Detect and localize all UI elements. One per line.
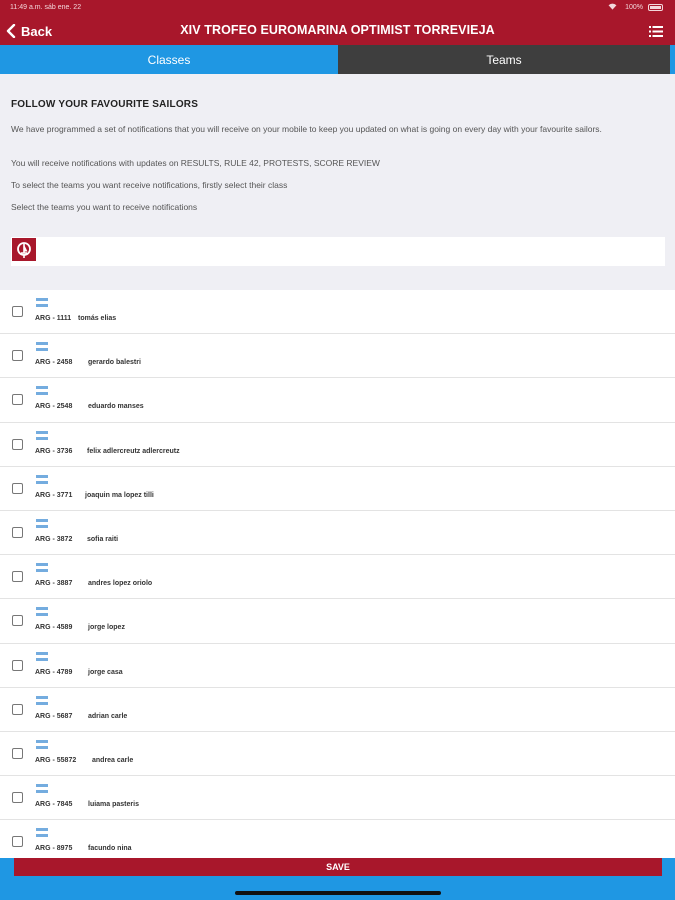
back-button[interactable] [6,21,52,41]
sail-number: ARG - 1111 [35,315,72,322]
argentina-flag-icon [36,431,48,440]
sailor-row[interactable] [0,820,675,858]
sailor-row[interactable] [0,378,675,422]
argentina-flag-icon [36,342,48,351]
sailor-name: felix adlercreutz adlercreutz [87,447,180,455]
sail-number: ARG - 4789 [35,668,73,676]
sailor-name: sofia raiti [87,535,119,543]
sail-number: ARG - 3872 [35,535,73,543]
sailor-name: gerardo balestri [88,359,141,367]
page-title: XIV TROFEO EUROMARINA OPTIMIST TORREVIEJA [180,23,495,37]
sail-number: ARG - 2548 [35,403,73,411]
sailor-row[interactable] [0,555,675,599]
navigation-bar [0,16,675,45]
argentina-flag-icon [36,828,48,837]
tab-bar-edge [670,45,675,74]
sailor-checkbox[interactable] [12,527,23,538]
argentina-flag-icon [36,740,48,749]
sailor-checkbox[interactable] [12,571,23,582]
sailor-row[interactable] [0,599,675,643]
section-heading: FOLLOW YOUR FAVOURITE SAILORS [11,99,199,110]
tab-bar [0,45,675,74]
tab-classes[interactable]: Classes [0,45,338,74]
sail-number: ARG - 3736 [35,447,73,455]
sailor-name: joaquin ma lopez tilli [85,491,154,499]
sailor-checkbox[interactable] [12,394,23,405]
sailor-row[interactable] [0,290,675,334]
sailor-row[interactable] [0,644,675,688]
sailor-row[interactable] [0,334,675,378]
sail-number: ARG - 8975 [35,845,73,853]
argentina-flag-icon [36,475,48,484]
chevron-left-icon [6,24,16,38]
sailor-row[interactable] [0,511,675,555]
battery-percent: 100% [625,4,643,11]
sailor-checkbox[interactable] [12,306,23,317]
hamburger-menu-icon[interactable] [649,26,663,37]
sailor-checkbox[interactable] [12,660,23,671]
sailor-row[interactable] [0,423,675,467]
sailor-checkbox[interactable] [12,704,23,715]
argentina-flag-icon [36,298,48,307]
battery-icon [648,4,663,11]
sailor-checkbox[interactable] [12,748,23,759]
sailor-name: andrea carle [92,756,134,764]
sailor-name: luiama pasteris [88,801,139,809]
back-label: Back [21,23,53,39]
class-selector[interactable] [11,237,665,266]
status-bar [0,0,675,16]
sail-number: ARG - 5687 [35,712,73,720]
sailor-row[interactable] [0,776,675,820]
sailor-name: tomás elias [78,315,117,322]
sailor-checkbox[interactable] [12,615,23,626]
sail-number: ARG - 4589 [35,624,73,632]
status-time: 11:49 a.m. sáb ene. 22 [10,4,82,11]
sailor-name: adrian carle [88,712,128,720]
argentina-flag-icon [36,563,48,572]
argentina-flag-icon [36,696,48,705]
sailor-list [0,290,675,858]
save-button[interactable]: SAVE [14,858,662,876]
sail-number: ARG - 7845 [35,801,73,809]
sailor-name: andres lopez oriolo [88,580,153,588]
wifi-icon [608,3,617,10]
argentina-flag-icon [36,652,48,661]
sailor-checkbox[interactable] [12,792,23,803]
optimist-class-icon [12,238,36,261]
argentina-flag-icon [36,386,48,395]
info-paragraph-updates: You will receive notifications with updates on RESULTS, RULE 42, PROTESTS, SCORE REVIEW [11,158,380,168]
sail-number: ARG - 55872 [35,756,77,764]
sailor-name: jorge casa [88,668,123,676]
sailor-name: jorge lopez [88,624,125,632]
home-indicator [235,891,441,895]
sailor-row[interactable] [0,688,675,732]
sailor-checkbox[interactable] [12,836,23,847]
argentina-flag-icon [36,784,48,793]
sailor-checkbox[interactable] [12,483,23,494]
sailor-name: facundo nina [88,845,132,853]
sailor-name: eduardo manses [88,403,144,411]
sail-number: ARG - 3771 [35,491,73,499]
sail-number: ARG - 2458 [35,359,73,367]
sailor-checkbox[interactable] [12,350,23,361]
argentina-flag-icon [36,519,48,528]
sailor-row[interactable] [0,732,675,776]
info-paragraph-notifications: We have programmed a set of notifications that you will receive on your mobile to keep you updated on what is going on every day with your favourite sailors. [11,124,602,134]
info-paragraph-select-class: To select the teams you want receive notifications, firstly select their class [11,180,288,190]
argentina-flag-icon [36,607,48,616]
tab-teams[interactable]: Teams [338,45,670,74]
sailor-row[interactable] [0,467,675,511]
sail-number: ARG - 3887 [35,580,73,588]
info-section [0,74,675,290]
sailor-checkbox[interactable] [12,439,23,450]
info-paragraph-select-teams: Select the teams you want to receive notifications [11,202,198,212]
